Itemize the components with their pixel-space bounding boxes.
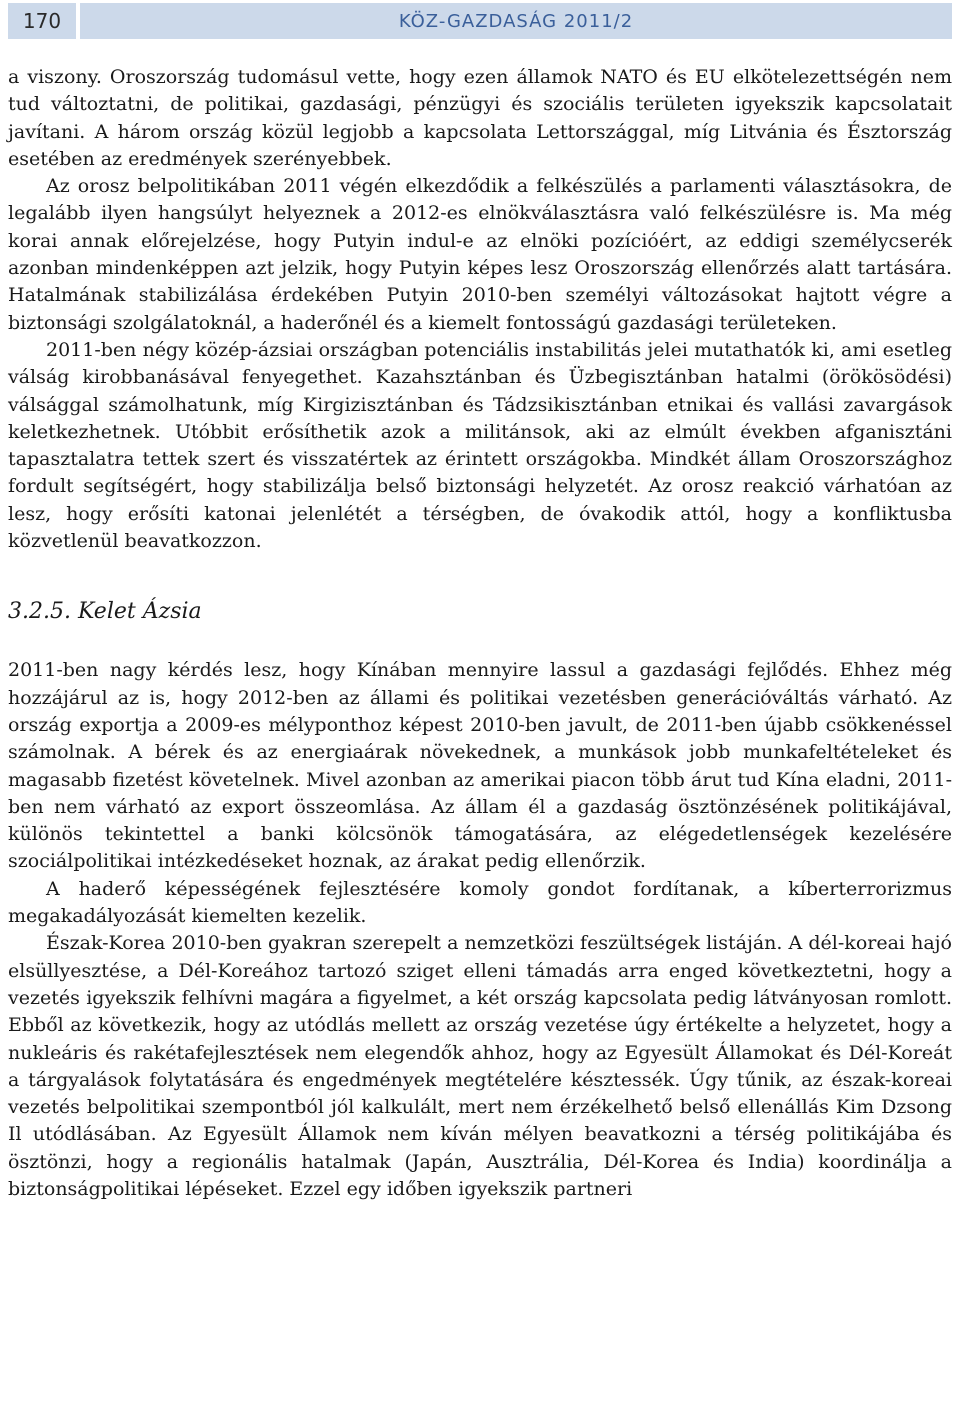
page-header	[8, 3, 952, 39]
running-head: KÖZ-GAZDASÁG 2011/2	[80, 3, 952, 39]
paragraph-china: 2011-ben nagy kérdés lesz, hogy Kínában mennyire lassul a gazdasági fejlődés. Ehhez még hozzájárul az is, hogy 2012-ben az állami és politikai vezetésben generációváltás várható. Az ország exportja a 2009-es mélyponthoz képest 2010-ben javult, de 2011-ben újabb csökkenéssel számolnak. A bérek és az energiaárak növekednek, a munkások jobb munkafeltételeket és magasabb fizetést követelnek. Mivel azonban az amerikai piacon több árut tud Kína eladni, 2011-ben nem várható az export összeomlása. Az állam él a gazdaság ösztönzésének politikájával, különös tekintettel a banki kölcsönök támogatására, az elégedetlenségek kezelésére szociálpolitikai intézkedéseket hoznak, az árakat pedig ellenőrzik.	[8, 659, 952, 873]
page-number: 170	[8, 3, 76, 39]
paragraph-baltic: a viszony. Oroszország tudomásul vette, hogy ezen államok NATO és EU elkötelezettségén nem tud változtatni, de politikai, gazdasági, pénzügyi és szociális területen igyekszik kapcsolatait javítani. A három ország közül legjobb a kapcsolata Lettországgal, míg Litvánia és Észtország esetében az eredmények szerényebbek.	[8, 66, 952, 170]
article-body	[8, 64, 952, 1203]
paragraph-armed-forces: A haderő képességének fejlesztésére komoly gondot fordítanak, a kíberterrorizmus megakadályozását kiemelten kezelik.	[8, 877, 952, 928]
section-heading: 3.2.5. Kelet Ázsia	[8, 599, 202, 625]
paragraph-central-asia: 2011-ben négy közép-ázsiai országban potenciális instabilitás jelei mutathatók ki, ami esetleg válság kirobbanásával fenyegethet. Kazahsztánban és Üzbegisztánban hatalmi (örökösödési) válsággal számolhatunk, míg Kirgizisztánban és Tádzsikisztánban etnikai és vallási zavargások keletkezhetnek. Utóbbit erősíthetik azok a militánsok, aki az elmúlt években afganisztáni tapasztalatra tettek szert és visszatértek az érintett országokba. Mindkét állam Oroszországhoz fordult segítségért, hogy stabilizálja belső biztonsági helyzetét. Az orosz reakció várhatóan az lesz, hogy erősíti katonai jelenlétét a térségben, de óvakodik attól, hogy a konfliktusba közvetlenül beavatkozzon.	[8, 338, 952, 553]
paragraph-domestic-politics: Az orosz belpolitikában 2011 végén elkezdődik a felkészülés a parlamenti választásokra, de legalább ilyen hangsúlyt helyeznek a 2012-es elnökválasztásra való felkészülésre is. Ma még korai annak előrejelzése, hogy Putyin indul-e az elnöki pozícióért, az eddigi személycserék azonban mindenképpen azt jelzik, hogy Putyin képes lesz Oroszország ellenőrzés alatt tartására. Hatalmának stabilizálása érdekében Putyin 2010-ben személyi változásokat hajtott végre a biztonsági szolgálatoknál, a haderőnél és a kiemelt fontosságú gazdasági területeken.	[8, 175, 952, 334]
paragraph-north-korea: Észak-Korea 2010-ben gyakran szerepelt a nemzetközi feszültségek listáján. A dél-koreai hajó elsüllyesztése, a Dél-Koreához tartozó sziget elleni támadás arra enged következtetni, hogy a vezetés igyekszik felhívni magára a figyelmet, a két ország kapcsolata pedig látványosan romlott. Ebből az következik, hogy az utódlás mellett az ország vezetése úgy értékelte a helyzetet, hogy a nukleáris és rakétafejlesztések nem elegendők ahhoz, hogy az Egyesült Államokat és Dél-Koreát a tárgyalások folytatására és engedmények megtételére késztessék. Úgy tűnik, az észak-koreai vezetés belpolitikai szempontból jól kalkulált, mert nem érzékelhető belső ellenállás Kim Dzsong Il utódlásában. Az Egyesült Államok nem kíván mélyen beavatkozni a térség politikájába és ösztönzi, hogy a regionális hatalmak (Japán, Ausztrália, Dél-Korea és India) koordinálja a biztonságpolitikai lépéseket. Ezzel egy időben igyekszik partneri	[8, 932, 952, 1200]
